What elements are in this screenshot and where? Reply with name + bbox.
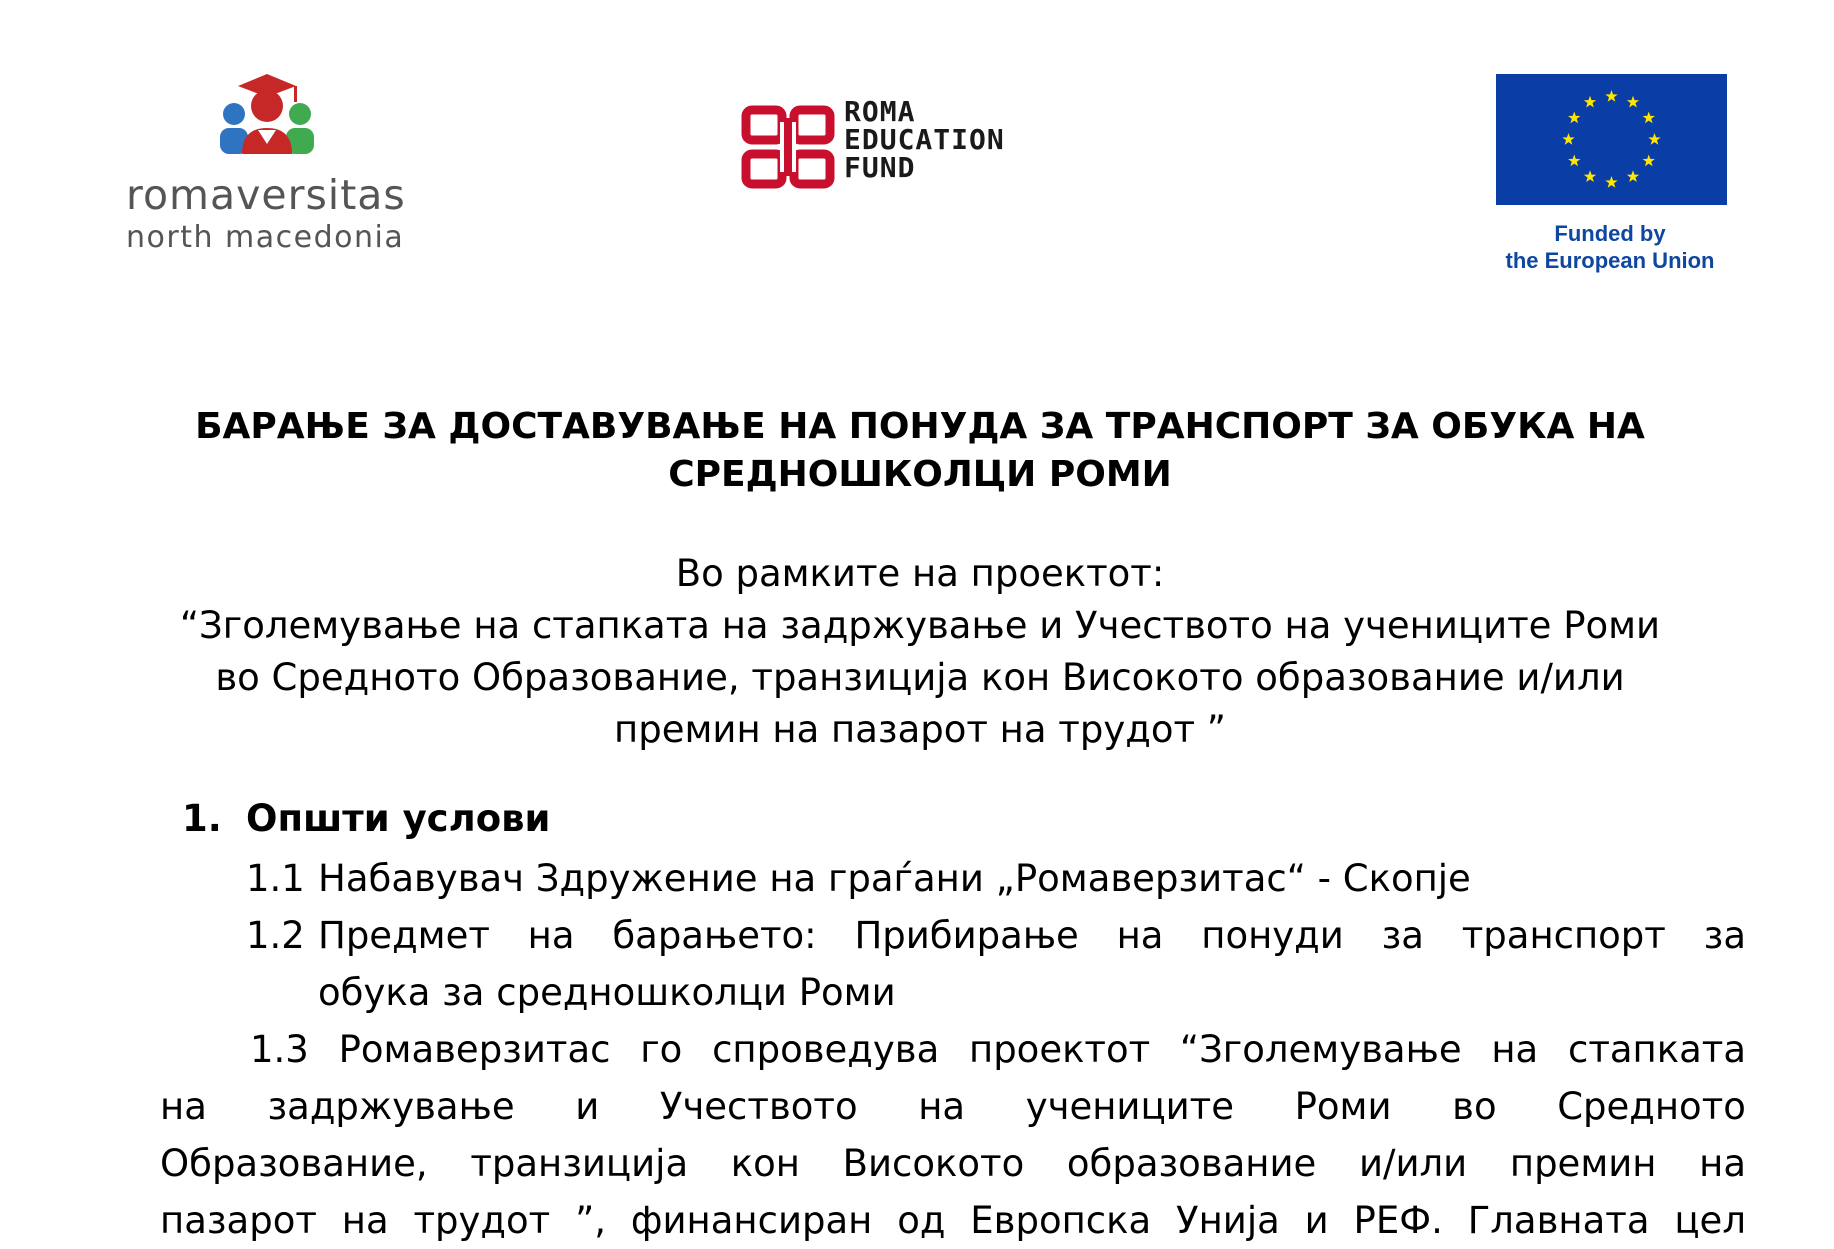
section-1-number: 1. xyxy=(182,797,222,840)
ref-name-line2: EDUCATION xyxy=(844,123,1005,156)
word: на xyxy=(918,1085,966,1128)
intro-line-4: премин на пазарот на трудот ” xyxy=(614,708,1226,751)
word: задржување xyxy=(267,1085,515,1128)
item-1-2-line-2 xyxy=(318,964,1518,1021)
word: Средното xyxy=(1557,1085,1746,1128)
word: на xyxy=(1699,1142,1746,1185)
eu-caption-line1: Funded by xyxy=(1554,221,1666,246)
word: Роми xyxy=(1294,1085,1392,1128)
word: за xyxy=(1703,914,1746,957)
intro-line-3: во Средното Образование, транзиција кон Високото образование и/или xyxy=(215,656,1625,699)
word: образование xyxy=(1066,1142,1317,1185)
word: на xyxy=(1116,914,1164,957)
word: финансиран xyxy=(630,1199,873,1242)
title-line-2: СРЕДНОШКОЛЦИ РОМИ xyxy=(668,454,1172,495)
ref-name-line3: FUND xyxy=(844,151,916,184)
word: понуди xyxy=(1201,914,1344,957)
word: спроведува xyxy=(712,1028,940,1071)
word: Главната xyxy=(1467,1199,1650,1242)
word: за xyxy=(1381,914,1424,957)
word: Прибирање xyxy=(854,914,1079,957)
item-1-2-number: 1.2 xyxy=(246,914,305,957)
word: и/или xyxy=(1358,1142,1468,1185)
word: премин xyxy=(1509,1142,1657,1185)
word: Високото xyxy=(842,1142,1025,1185)
item-1-3-line-4 xyxy=(160,1192,1746,1249)
word: во xyxy=(1452,1085,1497,1128)
word: Учеството xyxy=(659,1085,858,1128)
word: пазарот xyxy=(160,1199,317,1242)
item-1-3-line-3 xyxy=(160,1135,1746,1192)
project-intro xyxy=(60,548,1780,756)
word: го xyxy=(640,1028,683,1071)
word: Европска xyxy=(970,1199,1152,1242)
item-1-2-line-1 xyxy=(318,907,1746,964)
item-1-3-line-1 xyxy=(250,1021,1746,1078)
section-1-heading xyxy=(182,797,550,840)
ref-emblem-icon xyxy=(740,104,836,190)
word: цел xyxy=(1674,1199,1746,1242)
title-line-1: БАРАЊЕ ЗА ДОСТАВУВАЊЕ НА ПОНУДА ЗА ТРАНСПОРТ ЗА ОБУКА НА xyxy=(195,406,1645,447)
word: трудот xyxy=(413,1199,551,1242)
eu-flag-icon xyxy=(1496,74,1727,205)
item-1-1 xyxy=(246,850,1546,907)
word: на xyxy=(160,1085,207,1128)
word: кон xyxy=(730,1142,800,1185)
section-1-title: Општи услови xyxy=(246,797,551,840)
intro-line-2: “Зголемување на стапката на задржување и Учеството на учениците Роми xyxy=(179,604,1661,647)
word: и xyxy=(575,1085,600,1128)
item-1-3-line-2 xyxy=(160,1078,1746,1135)
romaversitas-emblem-icon xyxy=(212,68,322,168)
eu-funding-logo xyxy=(1470,74,1750,284)
word: транспорт xyxy=(1461,914,1666,957)
word: Предмет xyxy=(318,914,490,957)
romaversitas-subtitle: north macedonia xyxy=(126,220,405,255)
word: ”, xyxy=(575,1199,606,1242)
word: на xyxy=(341,1199,389,1242)
roma-education-fund-logo xyxy=(740,95,1080,194)
item-1-1-number: 1.1 xyxy=(246,857,305,900)
romaversitas-logo xyxy=(120,68,440,258)
word: на xyxy=(1491,1028,1539,1071)
word: транзиција xyxy=(470,1142,689,1185)
word: стапката xyxy=(1567,1028,1746,1071)
word: барањето: xyxy=(612,914,817,957)
word: Унија xyxy=(1176,1199,1280,1242)
word: и xyxy=(1304,1199,1329,1242)
word: “Зголемување xyxy=(1179,1028,1462,1071)
word: учениците xyxy=(1025,1085,1234,1128)
word: од xyxy=(897,1199,946,1242)
item-1-1-text: Набавувач Здружение на граѓани „Ромаверзитас“ - Скопје xyxy=(318,857,1471,900)
word: Образование, xyxy=(160,1142,428,1185)
intro-line-1: Во рамките на проектот: xyxy=(675,552,1165,595)
romaversitas-name: romaversitas xyxy=(126,171,406,219)
word: 1.3 xyxy=(250,1028,309,1071)
ref-name-line1: ROMA xyxy=(844,95,916,128)
word: РЕФ. xyxy=(1353,1199,1443,1242)
document-title xyxy=(60,403,1780,499)
eu-caption-line2: the European Union xyxy=(1505,248,1715,273)
item-1-2-line-2-text: обука за средношколци Роми xyxy=(318,971,896,1014)
word: на xyxy=(527,914,575,957)
word: Ромаверзитас xyxy=(338,1028,611,1071)
word: проектот xyxy=(969,1028,1151,1071)
